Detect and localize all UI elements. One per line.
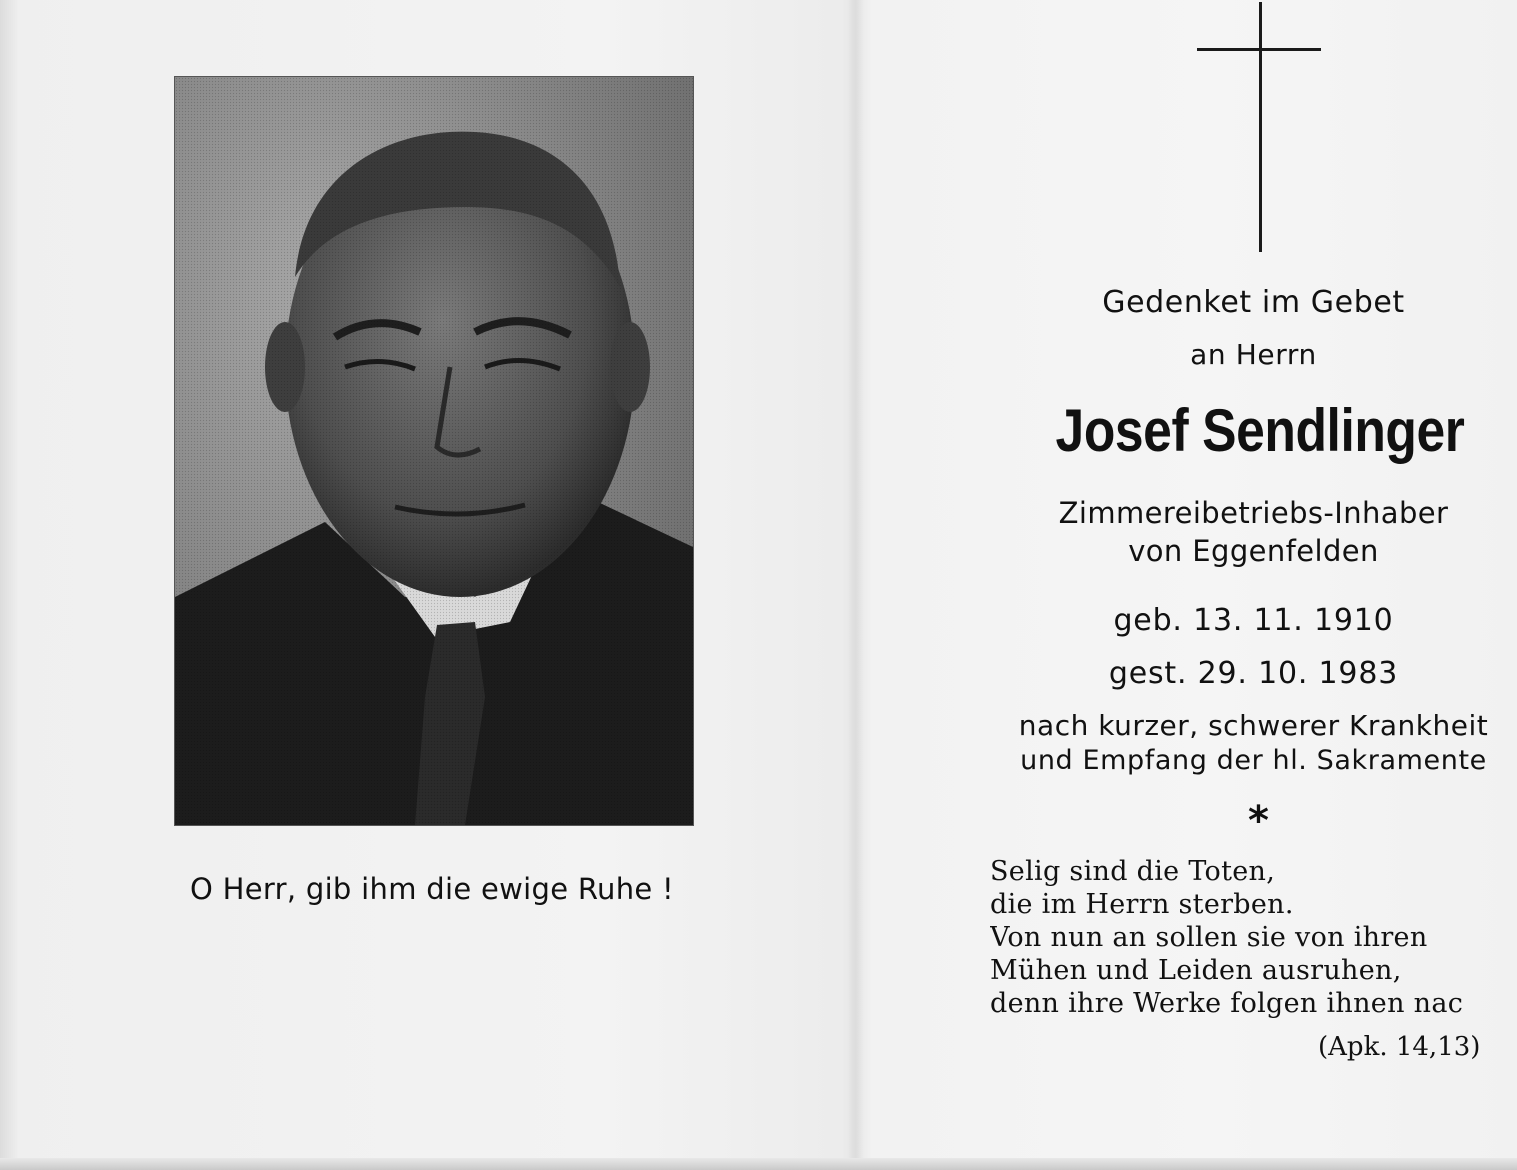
intro-line-1: Gedenket im Gebet [1102,285,1405,320]
deceased-name: Josef Sendlinger [1055,397,1465,464]
scan-edge-left [0,0,18,1170]
verse-line: Selig sind die Toten, [990,856,1276,887]
photo-caption: O Herr, gib ihm die ewige Ruhe ! [190,872,674,906]
scan-edge-bottom [0,1158,1517,1170]
circumstances-line-1: nach kurzer, schwerer Krankheit [1018,709,1489,742]
portrait-illustration [175,77,693,825]
cross-icon-horizontal [1197,48,1321,51]
verse-line: denn ihre Werke folgen ihnen nac [990,988,1464,1019]
occupation: Zimmereibetriebs-Inhaber [1058,496,1449,530]
circumstances-line-2: und Empfang der hl. Sakramente [1020,745,1487,776]
cross-icon-vertical [1259,2,1262,252]
place: von Eggenfelden [1128,534,1379,568]
birth-date: geb. 13. 11. 1910 [1113,603,1394,638]
card-fold [848,0,864,1170]
verse-line: Mühen und Leiden ausruhen, [990,955,1402,986]
portrait-photo [175,77,693,825]
verse-reference: (Apk. 14,13) [1318,1032,1481,1062]
bible-verse [990,855,1517,1020]
verse-line: Von nun an sollen sie von ihren [990,922,1428,953]
intro-line-2: an Herrn [1190,338,1317,371]
verse-line: die im Herrn sterben. [990,889,1294,920]
death-date: gest. 29. 10. 1983 [1108,656,1399,691]
separator-star: * [1248,798,1269,844]
